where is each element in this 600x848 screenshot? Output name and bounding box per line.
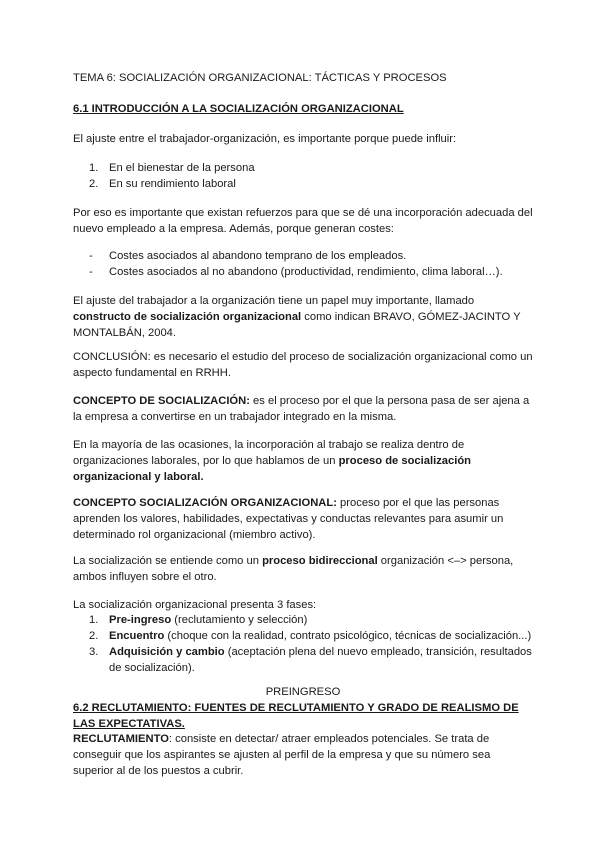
- list-item: - Costes asociados al abandono temprano de los empleados.: [89, 250, 407, 262]
- influence-list: [73, 160, 533, 192]
- paragraph-bidireccional: La socialización se entiende como un proceso bidireccional organización <–> persona, ambos influyen sobre el otro.: [73, 555, 514, 583]
- paragraph-constructo: El ajuste del trabajador a la organización tiene un papel muy importante, llamado constructo de socialización organizacional como indican BRAVO, GÓMEZ-JACINTO Y MONTALBÁN, 2004.: [73, 295, 521, 339]
- paragraph-conclusion: CONCLUSIÓN: es necesario el estudio del proceso de socialización organizacional como un aspecto fundamental en RRHH.: [73, 351, 533, 379]
- list-item: - Costes asociados al no abandono (productividad, rendimiento, clima laboral…).: [89, 266, 503, 278]
- list-item: 1. En el bienestar de la persona: [89, 162, 255, 174]
- paragraph-organizaciones: En la mayoría de las ocasiones, la incorporación al trabajo se realiza dentro de organizaciones laborales, por lo que hablamos de un proceso de socialización organizacional y laboral.: [73, 439, 472, 483]
- list-item: 2. En su rendimiento laboral: [89, 178, 236, 190]
- paragraph-reclutamiento: RECLUTAMIENTO: consiste en detectar/ atraer empleados potenciales. Se trata de conseguir que los aspirantes se ajusten al perfil de la empresa y que su número sea superior al de los puestos a cubrir.: [73, 733, 491, 777]
- list-item: 1. Pre-ingreso (reclutamiento y selección): [89, 614, 308, 626]
- preingreso-label: PREINGRESO: [265, 686, 341, 698]
- section-heading-6-2: 6.2 RECLUTAMIENTO: FUENTES DE RECLUTAMIENTO Y GRADO DE REALISMO DE LAS EXPECTATIVAS.: [73, 702, 519, 730]
- document-title: TEMA 6: SOCIALIZACIÓN ORGANIZACIONAL: TÁCTICAS Y PROCESOS: [73, 72, 447, 84]
- paragraph-intro: El ajuste entre el trabajador-organización, es importante porque puede influir:: [73, 133, 457, 145]
- definition-socializacion-organizacional: CONCEPTO SOCIALIZACIÓN ORGANIZACIONAL: proceso por el que las personas aprenden los valores, habilidades, expectativas y conductas relevantes para asumir un determinado rol organizacional (miembro activo).: [73, 497, 504, 541]
- section-heading-6-1: 6.1 INTRODUCCIÓN A LA SOCIALIZACIÓN ORGANIZACIONAL: [73, 103, 404, 115]
- definition-socializacion: CONCEPTO DE SOCIALIZACIÓN: es el proceso por el que la persona pasa de ser ajena a la empresa a convertirse en un trabajador integrado en la misma.: [73, 395, 530, 423]
- phases-intro: La socialización organizacional presenta 3 fases:: [73, 599, 317, 611]
- paragraph-refuerzos: Por eso es importante que existan refuerzos para que se dé una incorporación adecuada del nuevo empleado a la empresa. Además, porque generan costes:: [73, 207, 533, 235]
- list-item: 3. Adquisición y cambio (aceptación plena del nuevo empleado, transición, resultados de socialización).: [89, 646, 532, 674]
- costs-list: [73, 248, 533, 280]
- phases-list: [73, 612, 533, 676]
- list-item: 2. Encuentro (choque con la realidad, contrato psicológico, técnicas de socialización...): [89, 630, 532, 642]
